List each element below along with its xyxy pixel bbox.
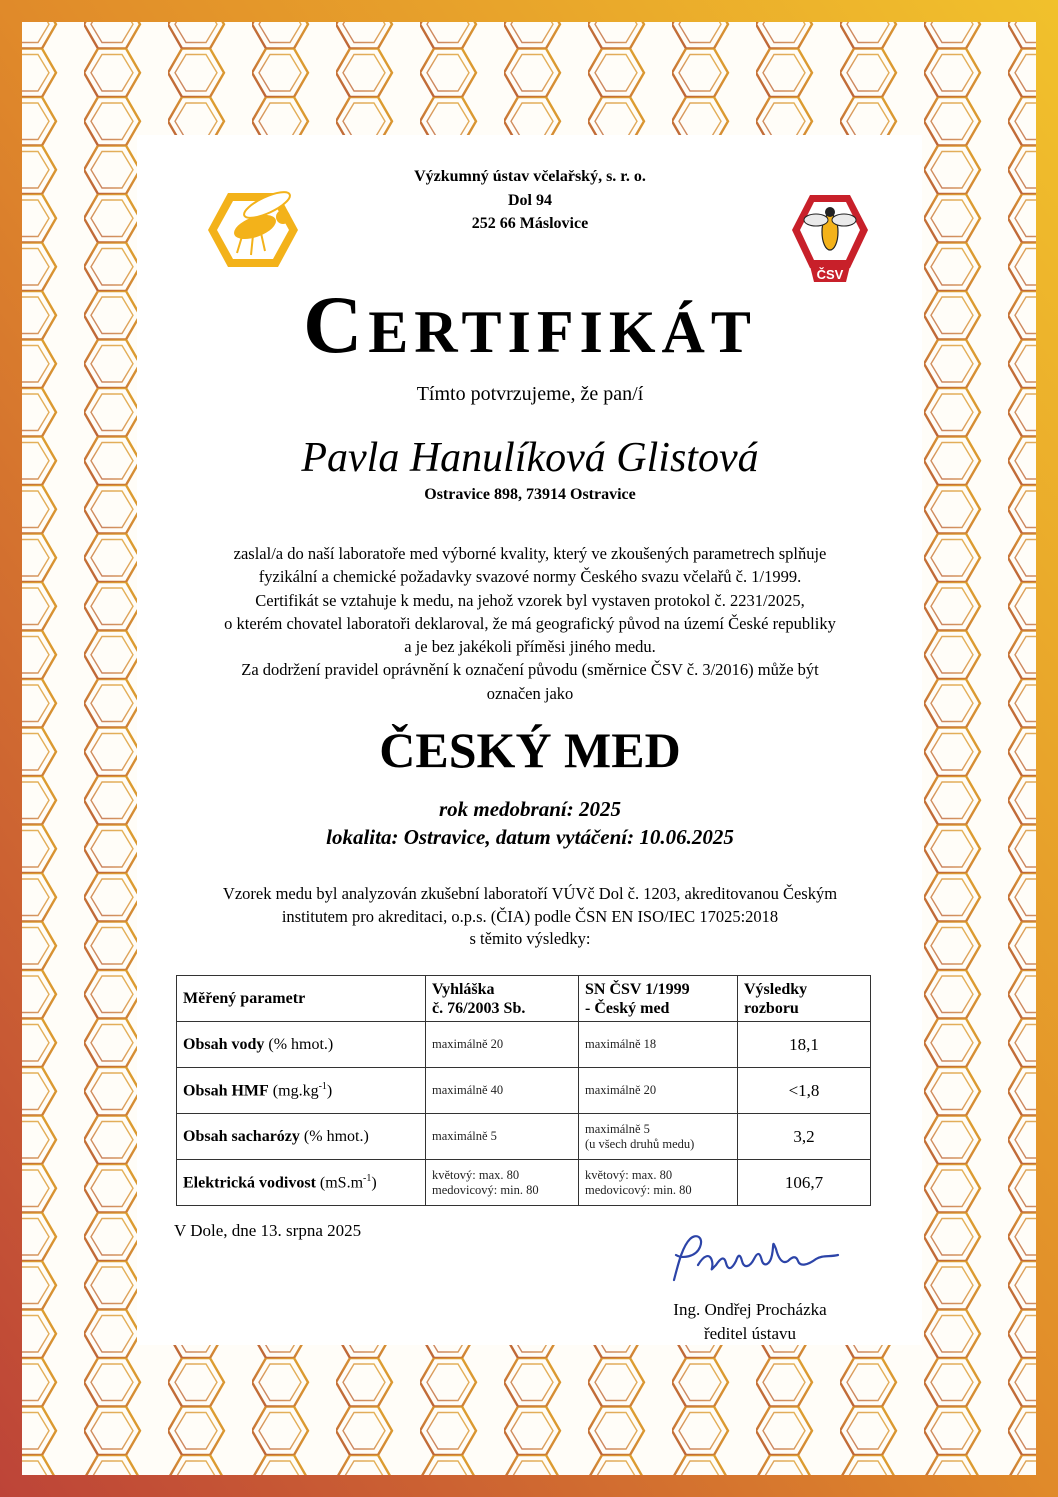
table-row (177, 1160, 871, 1206)
row-decree (426, 1068, 579, 1114)
row-param (177, 1114, 426, 1160)
certificate-title (180, 280, 880, 377)
decree-line: květový: max. 80 (432, 1167, 520, 1182)
row-norm (579, 1068, 738, 1114)
header-norm-2: - Český med (585, 999, 670, 1017)
body-line: Certifikát se vztahuje k medu, na jehož vzorek byl vystaven protokol č. 2231/2025, (255, 590, 805, 610)
norm-line: květový: max. 80 (585, 1167, 673, 1182)
signature-image (660, 1225, 860, 1295)
institute-header (330, 165, 730, 236)
csv-logo-icon (790, 190, 870, 285)
institute-city: 252 66 Máslovice (471, 215, 589, 232)
body-line: a je bez jakékoli příměsi jiného medu. (404, 637, 656, 657)
analysis-line: Vzorek medu byl analyzován zkušební laboratoří VÚVč Dol č. 1203, akreditovanou Českým (222, 884, 838, 903)
row-param (177, 1160, 426, 1206)
signer-role: ředitel ústavu (703, 1324, 797, 1343)
harvest-location: lokalita: Ostravice, datum vytáčení: 10.06.2025 (326, 825, 734, 849)
csv-logo-text: ČSV (816, 267, 844, 282)
row-norm (579, 1114, 738, 1160)
param-unit-end: ) (371, 1174, 377, 1192)
header-decree-2: č. 76/2003 Sb. (432, 999, 526, 1017)
norm-line-2: medovicový: min. 80 (585, 1182, 692, 1197)
row-decree (426, 1160, 579, 1206)
body-line: zaslal/a do naší laboratoře med výborné kvality, který ve zkoušených parametrech splňuje (233, 544, 827, 563)
row-norm (579, 1160, 738, 1206)
results-table (176, 975, 871, 1206)
place-date: V Dole, dne 13. srpna 2025 (174, 1221, 362, 1240)
analysis-line: s těmito výsledky: (469, 929, 591, 948)
recipient-address: Ostravice 898, 73914 Ostravice (424, 486, 636, 503)
title-initial: C (303, 279, 369, 370)
row-norm (579, 1022, 738, 1068)
header-result-1: Výsledky (744, 980, 808, 998)
param-name: Obsah HMF (183, 1082, 269, 1100)
body-line: o kterém chovatel laboratoři deklaroval, že má geografický původ na území České republiky (224, 613, 836, 633)
product-label: ČESKÝ MED (379, 722, 681, 778)
signer-name: Ing. Ondřej Procházka (673, 1300, 827, 1319)
decree-line-2: medovicový: min. 80 (432, 1182, 539, 1197)
param-unit-exponent: -1 (363, 1172, 372, 1184)
analysis-text (150, 883, 910, 951)
table-header-row (177, 976, 871, 1022)
row-decree (426, 1022, 579, 1068)
header-param: Měřený parametr (177, 976, 426, 1022)
param-unit-exponent: -1 (318, 1080, 327, 1092)
bee-logo-icon (203, 183, 303, 278)
certificate-body (150, 542, 910, 705)
header-norm-1: SN ČSV 1/1999 (585, 980, 690, 998)
param-name: Obsah sacharózy (183, 1127, 300, 1145)
decree-line: maximálně 20 (432, 1037, 504, 1051)
body-line: Za dodržení pravidel oprávnění k označení původu (směrnice ČSV č. 3/2016) může být (241, 660, 819, 680)
analysis-line: institutem pro akreditaci, o.p.s. (ČIA) podle ČSN EN ISO/IEC 17025:2018 (281, 906, 779, 926)
signer-block (620, 1298, 880, 1346)
body-line: fyzikální a chemické požadavky svazové normy Českého svazu včelařů č. 1/1999. (258, 567, 802, 587)
param-name: Elektrická vodivost (183, 1174, 316, 1192)
row-result: 106,7 (738, 1160, 871, 1206)
header-decree (426, 976, 579, 1022)
row-decree (426, 1114, 579, 1160)
header-result-2: rozboru (744, 999, 799, 1017)
param-unit: (mg.kg (268, 1082, 319, 1100)
row-result: <1,8 (738, 1068, 871, 1114)
decree-line: maximálně 5 (432, 1129, 497, 1143)
header-norm (579, 976, 738, 1022)
table-row (177, 1114, 871, 1160)
norm-line: maximálně 20 (585, 1083, 657, 1097)
norm-line: maximálně 5 (585, 1121, 650, 1136)
recipient-name: Pavla Hanulíková Glistová (301, 435, 759, 481)
institute-street: Dol 94 (508, 191, 552, 209)
header-decree-1: Vyhláška (432, 980, 495, 998)
norm-line: maximálně 18 (585, 1037, 657, 1051)
harvest-year: rok medobraní: 2025 (438, 797, 621, 821)
header-result (738, 976, 871, 1022)
param-unit: (% hmot.) (264, 1035, 334, 1053)
decree-line: maximálně 40 (432, 1083, 504, 1097)
row-result: 3,2 (738, 1114, 871, 1160)
institute-name: Výzkumný ústav včelařský, s. r. o. (414, 168, 646, 185)
body-line: označen jako (486, 683, 574, 703)
param-name: Obsah vody (183, 1035, 265, 1053)
row-param (177, 1068, 426, 1114)
param-unit: (mS.m (315, 1174, 364, 1192)
param-unit-end: ) (326, 1082, 333, 1100)
confirmation-text: Tímto potvrzujeme, že pan/í (416, 383, 644, 405)
table-row (177, 1068, 871, 1114)
row-param (177, 1022, 426, 1068)
norm-line-2: (u všech druhů medu) (585, 1136, 695, 1151)
table-row (177, 1022, 871, 1068)
title-rest: ERTIFIKÁT (368, 299, 757, 365)
harvest-info (180, 795, 880, 851)
row-result: 18,1 (738, 1022, 871, 1068)
param-unit: (% hmot.) (299, 1127, 369, 1145)
